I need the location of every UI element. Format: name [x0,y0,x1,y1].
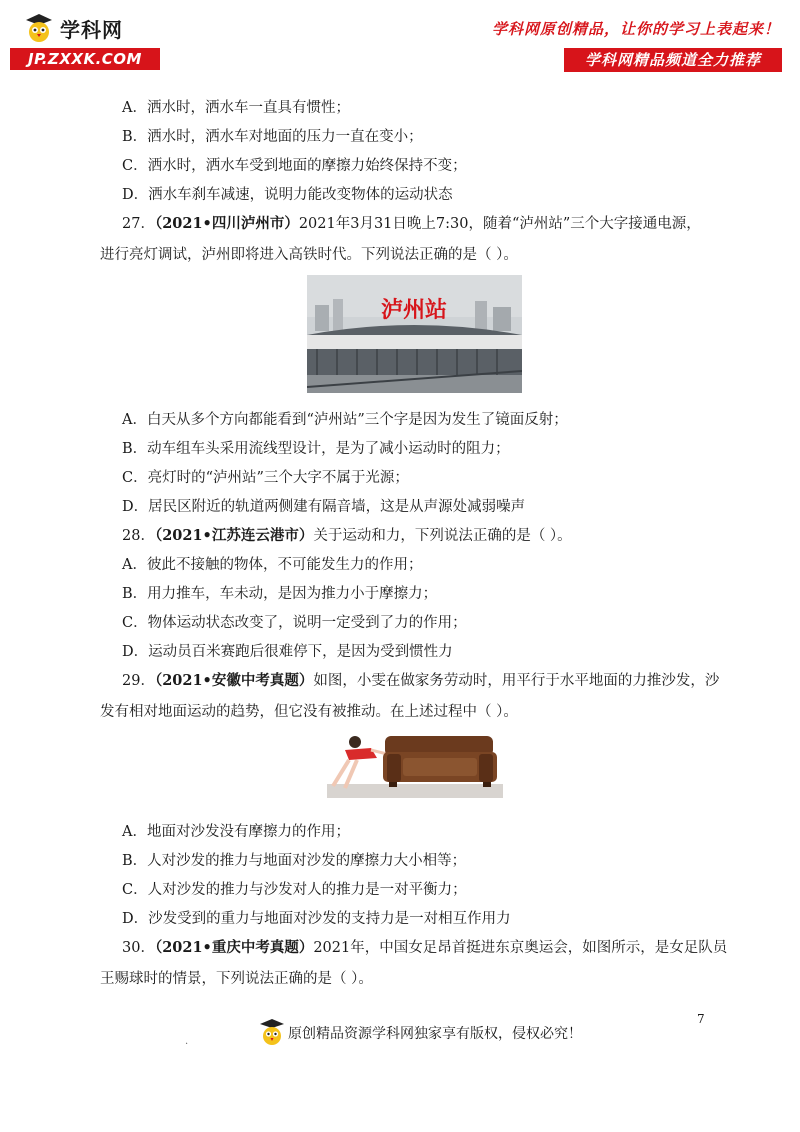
question-text: 王赐球时的情景，下列说法正确的是（ ）。 [100,971,373,987]
logo-url[interactable]: JP.ZXXK.COM [10,48,160,70]
option-line: B．用力推车，车未动，是因为推力小于摩擦力； [122,586,438,602]
brand-logo [22,12,162,46]
question-number: 29． [122,673,155,689]
option-line: D．沙发受到的重力与地面对沙发的支持力是一对相互作用力 [122,911,511,927]
page-header [0,0,800,80]
option-line: C．人对沙发的推力与沙发对人的推力是一对平衡力； [122,882,467,898]
option-line: D．洒水车刹车减速，说明力能改变物体的运动状态 [122,187,453,203]
option-line: A．白天从多个方向都能看到“泸州站”三个字是因为发生了镜面反射； [122,412,568,428]
owl-mascot-icon [258,1017,286,1049]
option-line: A．彼此不接触的物体，不可能发生力的作用； [122,557,423,573]
option-line: B．动车组车头采用流线型设计，是为了减小运动时的阻力； [122,441,510,457]
question-text: 2021年，中国女足昂首挺进东京奥运会，如图所示，是女足队员 [313,940,728,956]
luzhou-station-photo [307,275,522,393]
question-text: 进行亮灯调试，泸州即将进入高铁时代。下列说法正确的是（ ）。 [100,247,518,263]
option-line: C．物体运动状态改变了，说明一定受到了力的作用； [122,615,467,631]
question-number: 30． [122,940,155,956]
channel-banner: 学科网精品频道全力推荐 [564,48,782,72]
option-line: A．洒水时，洒水车一直具有惯性； [122,100,350,116]
option-line: A．地面对沙发没有摩擦力的作用； [122,824,350,840]
footer-dot: . [185,1036,189,1047]
question-29-stem [122,671,719,691]
question-number: 28． [122,528,155,544]
sofa-push-illustration [327,728,503,798]
page-number: 7 [697,1012,705,1026]
question-source: （2021•安徽中考真题） [154,672,314,689]
option-line: D．居民区附近的轨道两侧建有隔音墙，这是从声源处减弱噪声 [122,499,526,515]
question-text: 如图，小雯在做家务劳动时，用平行于水平地面的力推沙发，沙 [313,673,720,689]
option-line: B．洒水时，洒水车对地面的压力一直在变小； [122,129,423,145]
station-sign: 泸州站 [380,298,448,323]
page-footer [258,1017,588,1051]
option-line: C．亮灯时的“泸州站”三个大字不属于光源； [122,470,409,486]
owl-mascot-icon [22,12,56,46]
question-source: （2021•四川泸州市） [154,215,299,232]
header-slogan: 学科网原创精品，让你的学习上表起来！ [491,20,780,38]
question-27-stem [122,214,701,234]
question-text: 关于运动和力，下列说法正确的是（ ）。 [313,528,572,544]
question-number: 27． [122,216,155,232]
copyright-notice: 原创精品资源学科网独家享有版权，侵权必究！ [288,1026,582,1042]
option-line: B．人对沙发的推力与地面对沙发的摩擦力大小相等； [122,853,467,869]
question-30-stem [122,938,727,958]
option-line: D．运动员百米赛跑后很难停下，是因为受到惯性力 [122,644,453,660]
question-text: 2021年3月31日晚上7:30，随着“泸州站”三个大字接通电源， [298,216,701,232]
question-text: 发有相对地面运动的趋势，但它没有被推动。在上述过程中（ ）。 [100,704,518,720]
question-28-stem [122,526,572,546]
question-source: （2021•江苏连云港市） [154,527,314,544]
option-line: C．洒水时，洒水车受到地面的摩擦力始终保持不变； [122,158,467,174]
logo-text: 学科网 [60,18,123,42]
question-source: （2021•重庆中考真题） [154,939,314,956]
